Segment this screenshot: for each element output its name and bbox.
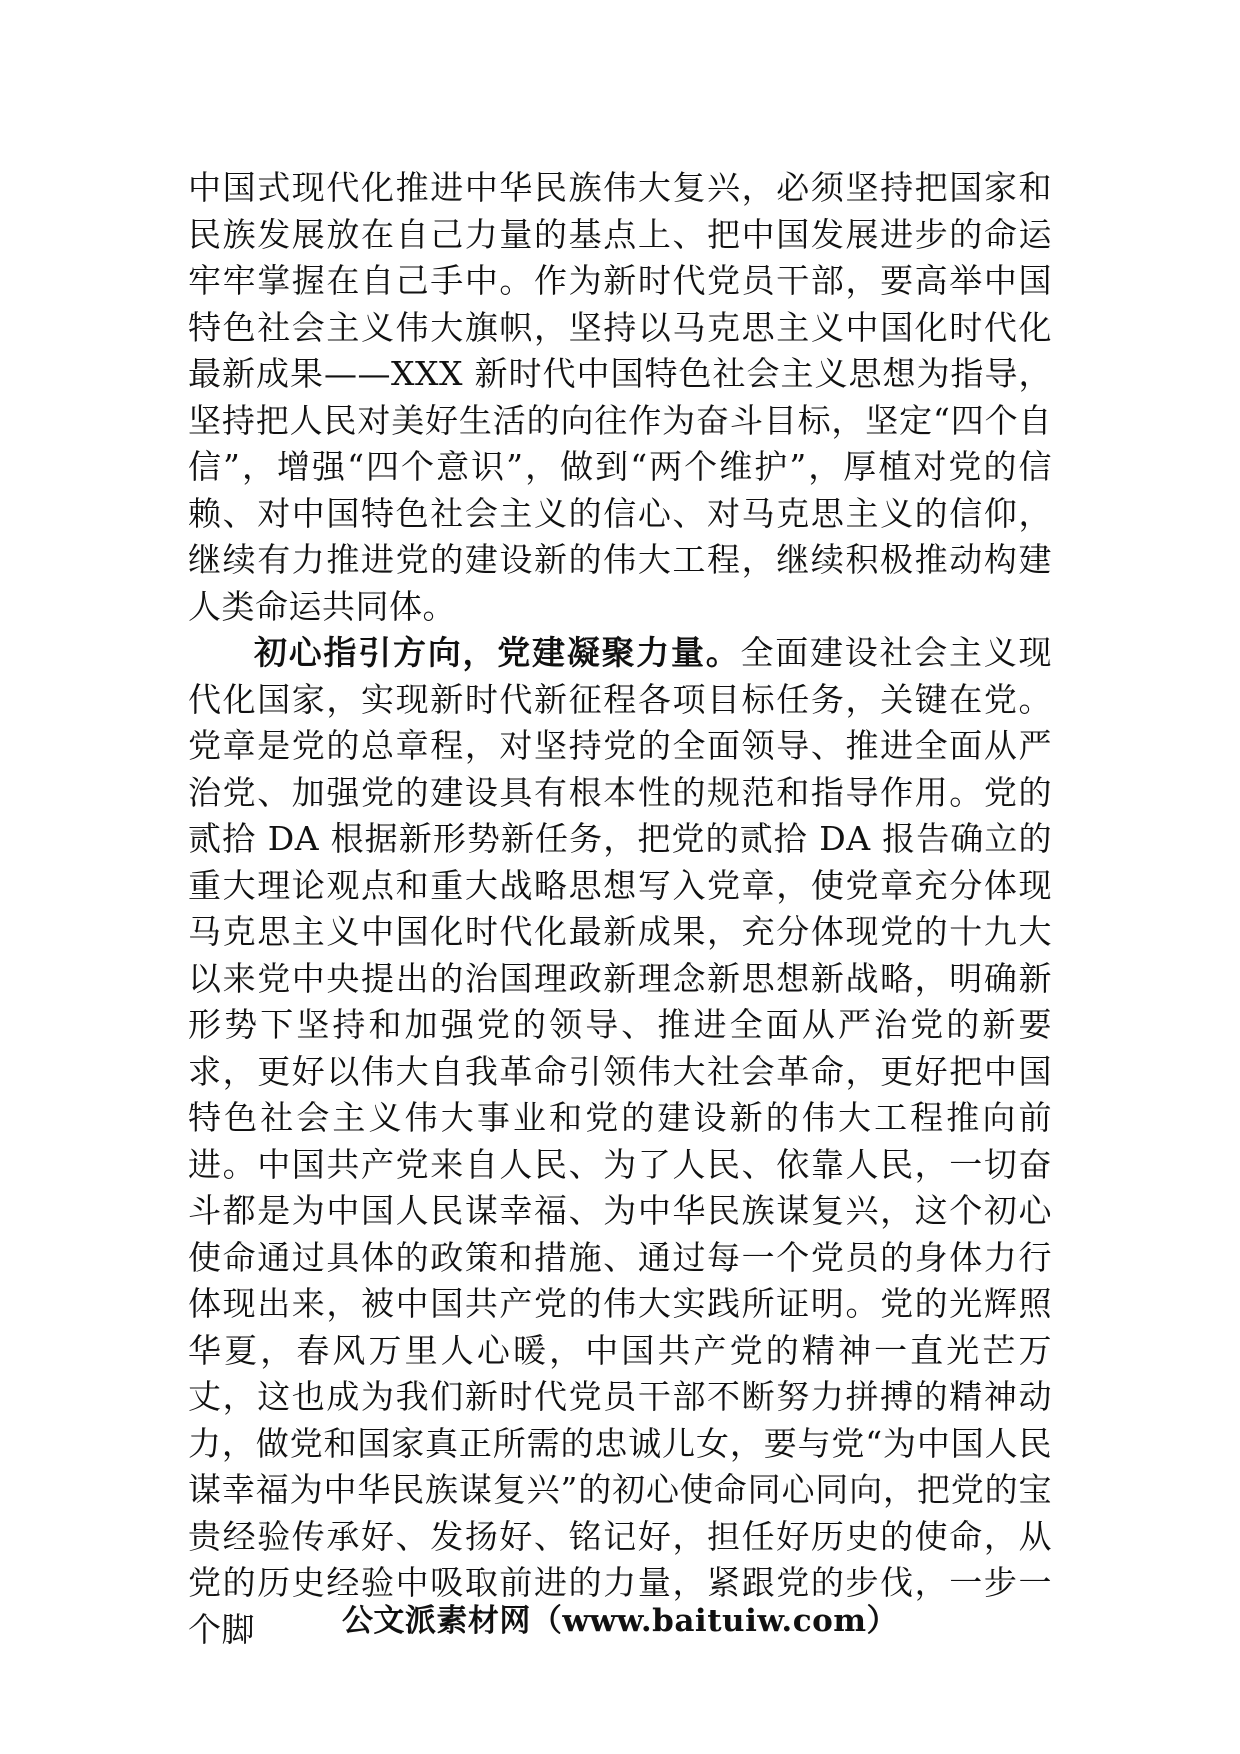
- paragraph-1: [188, 165, 1052, 630]
- source-footer: 公文派素材网（www.baituiw.com）: [341, 1603, 899, 1639]
- paragraph-2-text: 全面建设社会主义现代化国家，实现新时代新征程各项目标任务，关键在党。党章是党的总章程，对坚持党的全面领导、推进全面从严治党、加强党的建设具有根本性的规范和指导作用。党的贰拾 DA 根据新形势新任务，把党的贰拾 DA 报告确立的重大理论观点和重大战略思想写入党章，使党章充分体现马克思主义中国化时代化最新成果，充分体现党的十九大以来党中央提出的治国理政新理念新思想新战略，明确新形势下坚持和加强党的领导、推进全面从严治党的新要求，更好以伟大自我革命引领伟大社会革命，更好把中国特色社会主义伟大事业和党的建设新的伟大工程推向前进。中国共产党来自人民、为了人民、依靠人民，一切奋斗都是为中国人民谋幸福、为中华民族谋复兴，这个初心使命通过具体的政策和措施、通过每一个党员的身体力行体现出来，被中国共产党的伟大实践所证明。党的光辉照华夏，春风万里人心暖，中国共产党的精神一直光芒万丈，这也成为我们新时代党员干部不断努力拼搏的精神动力，做党和国家真正所需的忠诚儿女，要与党“为中国人民谋幸福为中华民族谋复兴”的初心使命同心同向，把党的宝贵经验传承好、发扬好、铭记好，担任好历史的使命，从党的历史经验中吸取前进的力量，紧跟党的步伐，一步一个脚: [188, 633, 1052, 1649]
- paragraph-1-text: 中国式现代化推进中华民族伟大复兴，必须坚持把国家和民族发展放在自己力量的基点上、把中国发展进步的命运牢牢掌握在自己手中。作为新时代党员干部，要高举中国特色社会主义伟大旗帜，坚持以马克思主义中国化时代化最新成果——XXX 新时代中国特色社会主义思想为指导，坚持把人民对美好生活的向往作为奋斗目标，坚定“四个自信”，增强“四个意识”，做到“两个维护”，厚植对党的信赖、对中国特色社会主义的信心、对马克思主义的信仰，继续有力推进党的建设新的伟大工程，继续积极推动构建人类命运共同体。: [188, 168, 1052, 626]
- document-body: [188, 165, 1052, 1653]
- paragraph-2: [188, 630, 1052, 1653]
- paragraph-2-heading: 初心指引方向，党建凝聚力量。: [254, 633, 741, 672]
